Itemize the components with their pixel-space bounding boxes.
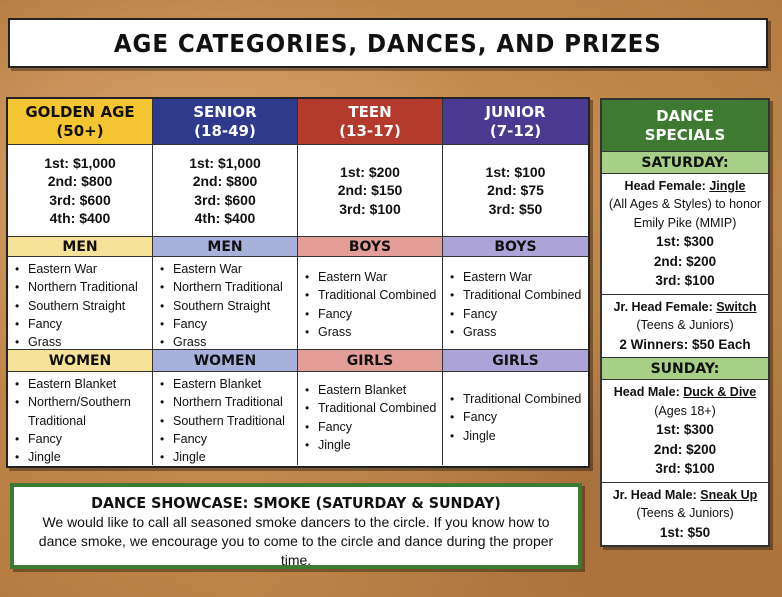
list-item: • Eastern Blanket (302, 381, 438, 399)
list-item: • Grass (302, 323, 436, 341)
senior-range: (18-49) (194, 121, 256, 140)
senior-women-label: WOMEN (153, 350, 298, 372)
golden-age-men-label: MEN (8, 237, 153, 257)
list-item: • Eastern Blanket (12, 375, 148, 393)
golden-age-label: GOLDEN AGE (25, 102, 135, 121)
list-item: • Eastern War (302, 268, 436, 286)
dance-specials-panel (600, 98, 770, 547)
teen-boys-label: BOYS (298, 237, 443, 257)
list-item: • Jingle (12, 448, 148, 465)
junior-range: (7-12) (489, 121, 542, 140)
list-item: • Northern Traditional (157, 393, 293, 411)
head-male-special (602, 380, 768, 482)
teen-label: TEEN (348, 102, 392, 121)
golden-age-women-dances (8, 372, 153, 465)
list-item: • Fancy (302, 305, 436, 323)
showcase-body: We would like to call all seasoned smoke dancers to the circle. If you know how to dance smoke, we encourage you to come to the circle and dance during the proper time. (38, 514, 554, 568)
teen-range: (13-17) (339, 121, 401, 140)
senior-label: SENIOR (193, 102, 257, 121)
head-female-honoree: Emily Pike (MMIP) (633, 215, 737, 230)
jr-head-male-dance: Sneak Up (700, 487, 758, 502)
list-item: • Grass (157, 333, 293, 350)
page-title: AGE CATEGORIES, DANCES, AND PRIZES (114, 28, 662, 58)
list-item: • Northern/Southern Traditional (12, 393, 148, 430)
jr-head-male-note: (Teens & Juniors) (636, 506, 734, 521)
junior-girls-label: GIRLS (443, 350, 588, 372)
jr-head-female-prefix: Jr. Head Female: (613, 299, 717, 314)
header-junior (443, 99, 588, 145)
list-item: • Southern Traditional (157, 412, 293, 430)
senior-women-dances (153, 372, 298, 465)
prize-line: 3rd: $600 (49, 191, 111, 208)
golden-age-men-dances (8, 257, 153, 350)
list-item: • Traditional Combined (302, 399, 438, 417)
list-item: • Traditional Combined (447, 286, 581, 304)
list-item: • Eastern War (12, 260, 148, 278)
list-item: • Fancy (447, 408, 584, 426)
teen-girls-label: GIRLS (298, 350, 443, 372)
header-teen (298, 99, 443, 145)
list-item: • Northern Traditional (157, 278, 293, 296)
prize-line: 3rd: $100 (339, 200, 401, 217)
list-item: • Fancy (447, 305, 581, 323)
head-female-special (602, 174, 768, 294)
golden-age-range: (50+) (56, 121, 104, 140)
list-item: • Traditional Combined (447, 390, 584, 408)
head-male-heading (604, 383, 766, 402)
prize-line: 3rd: $50 (488, 200, 543, 217)
prize-line: 3rd: $100 (655, 273, 715, 289)
prize-line: 1st: $300 (656, 234, 714, 250)
prize-line: 4th: $400 (194, 210, 256, 226)
prize-line: 2nd: $200 (653, 441, 717, 457)
header-senior (153, 99, 298, 145)
list-item: • Northern Traditional (12, 278, 148, 296)
golden-age-prizes (8, 145, 153, 237)
jr-head-female-dance: Switch (716, 299, 757, 314)
specials-header (602, 100, 768, 151)
junior-boys-label: BOYS (443, 237, 588, 257)
list-item: • Fancy (12, 430, 148, 448)
list-item: • Eastern War (447, 268, 581, 286)
prize-line: 2nd: $800 (192, 173, 258, 189)
jr-head-female-heading (604, 298, 766, 317)
list-item: • Fancy (302, 418, 438, 436)
senior-men-dances (153, 257, 298, 350)
list-item: • Jingle (447, 427, 584, 445)
jr-head-male-heading (604, 486, 766, 505)
prize-line: 1st: $1,000 (44, 154, 116, 171)
showcase-box (10, 483, 582, 569)
list-item: • Traditional Combined (302, 286, 436, 304)
junior-boys-dances (443, 257, 588, 350)
head-male-dance: Duck & Dive (683, 385, 757, 400)
jr-head-female-special (602, 294, 768, 358)
list-item: • Fancy (12, 315, 148, 333)
prize-line: 1st: $200 (340, 163, 400, 180)
head-female-note: (All Ages & Styles) to honor (608, 197, 762, 212)
teen-girls-dances (298, 372, 443, 465)
prize-line: 4th: $400 (49, 210, 111, 226)
saturday-label: SATURDAY: (602, 151, 768, 174)
prize-line: 3rd: $600 (194, 191, 256, 208)
head-female-dance: Jingle (709, 178, 746, 193)
head-female-prefix: Head Female: (624, 178, 710, 193)
specials-title-line1: DANCE (656, 106, 714, 125)
junior-girls-dances (443, 372, 588, 465)
senior-prizes (153, 145, 298, 237)
header-golden-age (8, 99, 153, 145)
golden-age-women-label: WOMEN (8, 350, 153, 372)
prize-line: 1st: $100 (485, 163, 546, 180)
showcase-title: DANCE SHOWCASE: SMOKE (SATURDAY & SUNDAY) (91, 494, 501, 512)
list-item: • Jingle (157, 448, 293, 465)
teen-prizes (298, 145, 443, 237)
prize-line: 2nd: $800 (47, 173, 113, 189)
head-female-heading (604, 177, 766, 196)
prize-line: 1st: $50 (659, 524, 711, 540)
list-item: • Grass (12, 333, 148, 350)
prize-line: 2nd: $200 (653, 253, 717, 269)
sunday-label: SUNDAY: (602, 357, 768, 380)
jr-head-male-prefix: Jr. Head Male: (612, 487, 701, 502)
list-item: • Eastern War (157, 260, 293, 278)
list-item: • Southern Straight (12, 297, 148, 315)
list-item: • Fancy (157, 315, 293, 333)
prize-line: 2 Winners: $50 Each (619, 336, 751, 352)
jr-head-male-special (602, 482, 768, 546)
prize-line: 3rd: $100 (655, 461, 715, 477)
senior-men-label: MEN (153, 237, 298, 257)
head-male-note: (Ages 18+) (654, 403, 716, 418)
prize-grid (6, 97, 590, 468)
list-item: • Southern Straight (157, 297, 293, 315)
junior-label: JUNIOR (485, 102, 546, 121)
teen-boys-dances (298, 257, 443, 350)
prize-line: 1st: $1,000 (189, 154, 261, 171)
junior-prizes (443, 145, 588, 237)
prize-line: 2nd: $75 (487, 182, 544, 199)
list-item: • Eastern Blanket (157, 375, 293, 393)
head-male-prefix: Head Male: (613, 385, 684, 400)
prize-line: 2nd: $150 (337, 182, 403, 199)
title-banner (8, 18, 768, 68)
prize-line: 1st: $300 (656, 422, 714, 438)
list-item: • Grass (447, 323, 581, 341)
jr-head-female-note: (Teens & Juniors) (636, 318, 734, 333)
specials-title-line2: SPECIALS (644, 125, 726, 144)
list-item: • Jingle (302, 436, 438, 454)
list-item: • Fancy (157, 430, 293, 448)
